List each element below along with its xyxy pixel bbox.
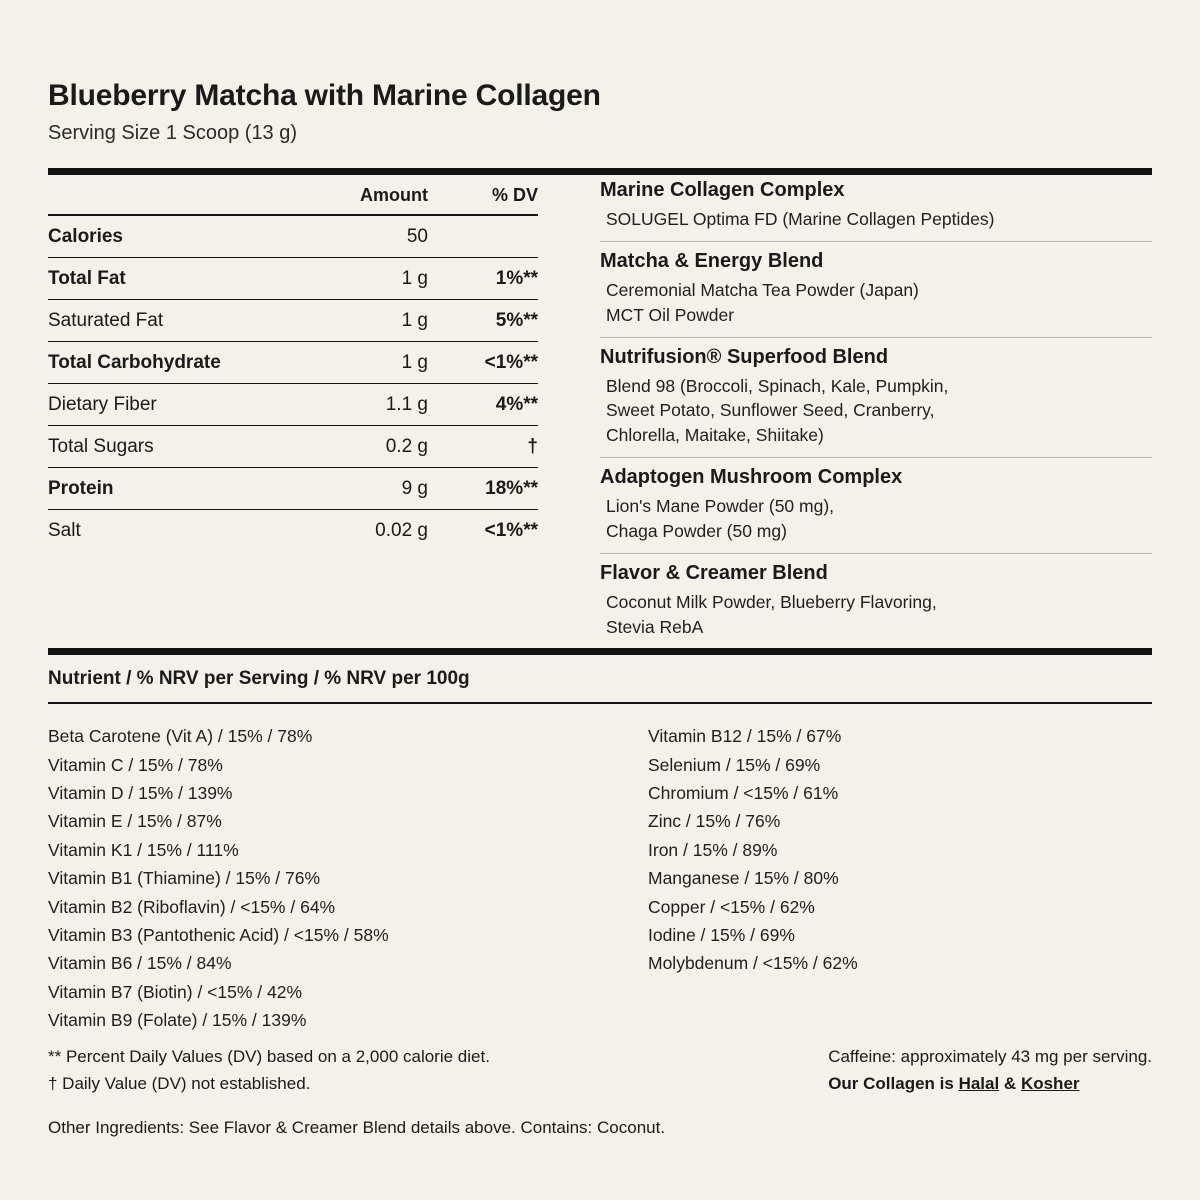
blend-line: Stevia RebA <box>606 616 704 637</box>
list-item: Vitamin B1 (Thiamine) / 15% / 76% <box>48 868 321 889</box>
nrv-list <box>48 704 1152 1034</box>
footnotes <box>48 1044 1152 1143</box>
nutrient-amount: 9 g <box>308 468 428 510</box>
blend-flavor-creamer <box>600 554 1152 649</box>
nutrient-name: Dietary Fiber <box>48 384 308 426</box>
nutrient-name: Salt <box>48 520 81 541</box>
nutrient-amount: 1 g <box>308 342 428 384</box>
nutrient-dv: 5%** <box>428 300 538 342</box>
nutrient-dv: 18%** <box>428 468 538 510</box>
list-item: Chromium / <15% / 61% <box>648 783 839 804</box>
product-title: Blueberry Matcha with Marine Collagen <box>48 79 601 112</box>
list-item: Selenium / 15% / 69% <box>648 754 821 775</box>
blend-marine-collagen-complex <box>600 175 1152 242</box>
column-header-amount: Amount <box>308 175 428 215</box>
nutrition-facts-column <box>48 175 538 551</box>
blend-line: Sweet Potato, Sunflower Seed, Cranberry, <box>606 400 935 421</box>
blend-title: Nutrifusion® Superfood Blend <box>600 345 889 368</box>
column-header-dv: % DV <box>428 175 538 215</box>
list-item: Vitamin K1 / 15% / 111% <box>48 839 239 860</box>
nutrient-name: Total Sugars <box>48 426 308 468</box>
nutrient-amount: 1 g <box>308 300 428 342</box>
nutrient-name: Total Fat <box>48 258 308 300</box>
table-row <box>48 342 538 384</box>
blend-line: MCT Oil Powder <box>606 304 735 325</box>
blend-adaptogen-mushroom <box>600 458 1152 554</box>
list-item: Vitamin B3 (Pantothenic Acid) / <15% / 58% <box>48 924 389 945</box>
list-item: Molybdenum / <15% / 62% <box>648 953 858 974</box>
certification-separator: & <box>999 1074 1021 1093</box>
table-row <box>48 384 538 426</box>
footnote-other-ingredients: Other Ingredients: See Flavor & Creamer Blend details above. Contains: Coconut. <box>48 1117 666 1137</box>
footnote-row <box>48 1044 1152 1099</box>
nutrient-name: Total Carbohydrate <box>48 342 308 384</box>
footnote-caffeine: Caffeine: approximately 43 mg per serving. <box>828 1046 1152 1066</box>
divider-nrv <box>48 648 1152 655</box>
nutrient-dv <box>428 215 538 258</box>
serving-size: Serving Size 1 Scoop (13 g) <box>48 122 298 144</box>
nutrient-name: Saturated Fat <box>48 300 308 342</box>
blend-line: Chlorella, Maitake, Shiitake) <box>606 425 824 446</box>
nutrient-amount: 1.1 g <box>308 384 428 426</box>
blend-title: Marine Collagen Complex <box>600 179 845 201</box>
list-item: Iron / 15% / 89% <box>648 839 778 860</box>
list-item: Vitamin C / 15% / 78% <box>48 754 223 775</box>
blend-title: Flavor & Creamer Blend <box>600 561 828 584</box>
nutrient-dv: 4%** <box>428 384 538 426</box>
blend-title: Matcha & Energy Blend <box>600 249 824 272</box>
table-header-row <box>48 175 538 215</box>
nutrient-dv: <1%** <box>484 520 538 541</box>
nrv-section-heading: Nutrient / % NRV per Serving / % NRV per 100g <box>48 655 1152 704</box>
column-header-nutrient <box>48 175 308 215</box>
nutrient-dv: <1%** <box>428 342 538 384</box>
blend-line: Chaga Powder (50 mg) <box>606 520 787 541</box>
nutrient-dv: 1%** <box>428 258 538 300</box>
ingredient-blends-column <box>600 175 1152 648</box>
label-header <box>48 78 1152 146</box>
table-row <box>48 426 538 468</box>
blend-line: Ceremonial Matcha Tea Powder (Japan) <box>606 279 919 300</box>
blend-line: Coconut Milk Powder, Blueberry Flavoring, <box>606 591 937 612</box>
list-item: Vitamin B9 (Folate) / 15% / 139% <box>48 1009 307 1030</box>
blend-nutrifusion-superfood <box>600 338 1152 459</box>
divider-top <box>48 168 1152 175</box>
list-item: Manganese / 15% / 80% <box>648 868 839 889</box>
label-body <box>48 175 1152 648</box>
footnote-left <box>48 1044 490 1099</box>
footnote-dagger: † Daily Value (DV) not established. <box>48 1074 311 1093</box>
blend-title: Adaptogen Mushroom Complex <box>600 466 903 489</box>
list-item: Vitamin D / 15% / 139% <box>48 783 233 804</box>
nutrient-name: Calories <box>48 215 308 258</box>
list-item: Vitamin B2 (Riboflavin) / <15% / 64% <box>48 896 336 917</box>
nutrient-dv: † <box>428 426 538 468</box>
table-row <box>48 258 538 300</box>
blend-matcha-energy <box>600 242 1152 338</box>
blend-line: SOLUGEL Optima FD (Marine Collagen Peptides) <box>606 209 995 229</box>
nutrient-amount: 50 <box>308 215 428 258</box>
table-row <box>48 468 538 510</box>
footnote-certification <box>828 1071 1152 1097</box>
nrv-column-right <box>600 722 1152 1034</box>
list-item: Vitamin B6 / 15% / 84% <box>48 953 232 974</box>
nutrient-amount: 0.2 g <box>308 426 428 468</box>
list-item: Vitamin E / 15% / 87% <box>48 811 222 832</box>
list-item: Vitamin B7 (Biotin) / <15% / 42% <box>48 981 303 1002</box>
kosher-link[interactable]: Kosher <box>1020 1074 1080 1093</box>
halal-link[interactable]: Halal <box>958 1074 1000 1093</box>
nrv-column-left <box>48 722 600 1034</box>
blend-line: Lion's Mane Powder (50 mg), <box>606 496 835 517</box>
footnote-right <box>828 1044 1152 1099</box>
footnote-daily-value: ** Percent Daily Values (DV) based on a 2,000 calorie diet. <box>48 1046 490 1066</box>
list-item: Zinc / 15% / 76% <box>648 811 781 832</box>
table-row <box>48 215 538 258</box>
nutrient-name: Protein <box>48 468 308 510</box>
list-item: Vitamin B12 / 15% / 67% <box>648 726 842 747</box>
nutrient-amount: 0.02 g <box>375 520 428 541</box>
nutrient-amount: 1 g <box>308 258 428 300</box>
certification-prefix: Our Collagen is <box>828 1074 959 1093</box>
table-row <box>48 300 538 342</box>
list-item: Iodine / 15% / 69% <box>648 924 795 945</box>
list-item: Copper / <15% / 62% <box>648 896 815 917</box>
blend-line: Blend 98 (Broccoli, Spinach, Kale, Pumpkin, <box>606 375 949 396</box>
nutrition-table <box>48 175 538 551</box>
list-item: Beta Carotene (Vit A) / 15% / 78% <box>48 726 313 747</box>
table-row <box>48 510 538 552</box>
